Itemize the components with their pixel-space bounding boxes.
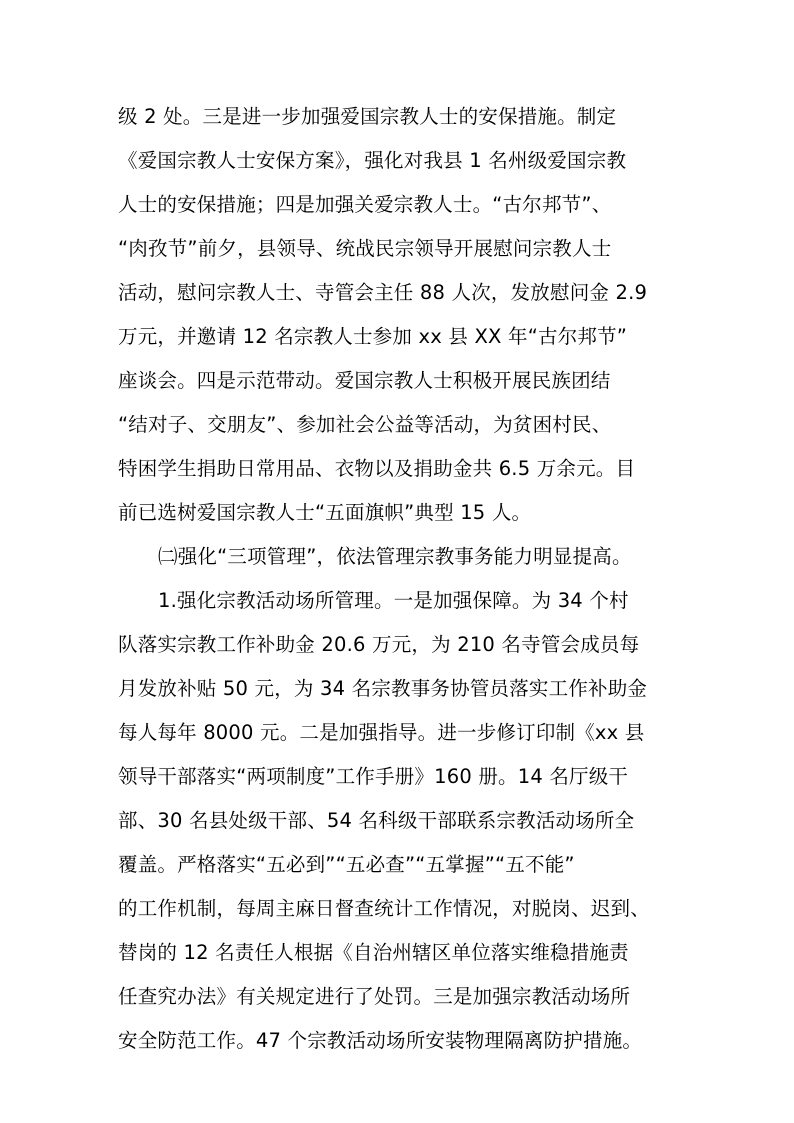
text-line: “结对子、交朋友”、参加社会公益等活动，为贫困村民、 bbox=[118, 413, 612, 436]
text-line: 万元，并邀请 12 名宗教人士参加 xx 县 XX 年“古尔邦节” bbox=[118, 325, 628, 348]
text-line: 队落实宗教工作补助金 20.6 万元，为 210 名寺管会成员每 bbox=[118, 633, 640, 656]
text-line: 领导干部落实“两项制度”工作手册》160 册。14 名厅级干 bbox=[118, 765, 629, 788]
text-line: 替岗的 12 名责任人根据《自治州辖区单位落实维稳措施责 bbox=[118, 941, 629, 964]
text-line: 人士的安保措施；四是加强关爱宗教人士。“古尔邦节”、 bbox=[118, 193, 612, 216]
text-line: 每人每年 8000 元。二是加强指导。进一步修订印制《xx 县 bbox=[118, 721, 645, 744]
text-line: 活动，慰问宗教人士、寺管会主任 88 人次，发放慰问金 2.9 bbox=[118, 281, 648, 304]
text-line: 的工作机制，每周主麻日督查统计工作情况，对脱岗、迟到、 bbox=[118, 897, 650, 920]
text-line: 部、30 名县处级干部、54 名科级干部联系宗教活动场所全 bbox=[118, 809, 635, 832]
text-line: 特困学生捐助日常用品、衣物以及捐助金共 6.5 万余元。目 bbox=[118, 457, 636, 480]
text-line: 《爱国宗教人士安保方案》，强化对我县 1 名州级爱国宗教 bbox=[118, 149, 627, 172]
subsection-heading: 1.强化宗教活动场所管理。一是加强保障。为 34 个村 bbox=[158, 589, 629, 612]
text-line: 级 2 处。三是进一步加强爱国宗教人士的安保措施。制定 bbox=[118, 105, 617, 128]
text-line: 安全防范工作。47 个宗教活动场所安装物理隔离防护措施。 bbox=[118, 1029, 643, 1052]
text-line: “肉孜节”前夕，县领导、统战民宗领导开展慰问宗教人士 bbox=[118, 237, 612, 260]
text-line: 覆盖。严格落实“五必到”“五必查”“五掌握”“五不能” bbox=[118, 853, 575, 876]
text-line: 前已选树爱国宗教人士“五面旗帜”典型 15 人。 bbox=[118, 501, 532, 524]
text-line: 任查究办法》有关规定进行了处罚。三是加强宗教活动场所 bbox=[118, 985, 631, 1008]
section-heading: ㈡强化“三项管理”，依法管理宗教事务能力明显提高。 bbox=[158, 545, 632, 568]
text-line: 月发放补贴 50 元，为 34 名宗教事务协管员落实工作补助金 bbox=[118, 677, 648, 700]
text-line: 座谈会。四是示范带动。爱国宗教人士积极开展民族团结 bbox=[118, 369, 611, 392]
